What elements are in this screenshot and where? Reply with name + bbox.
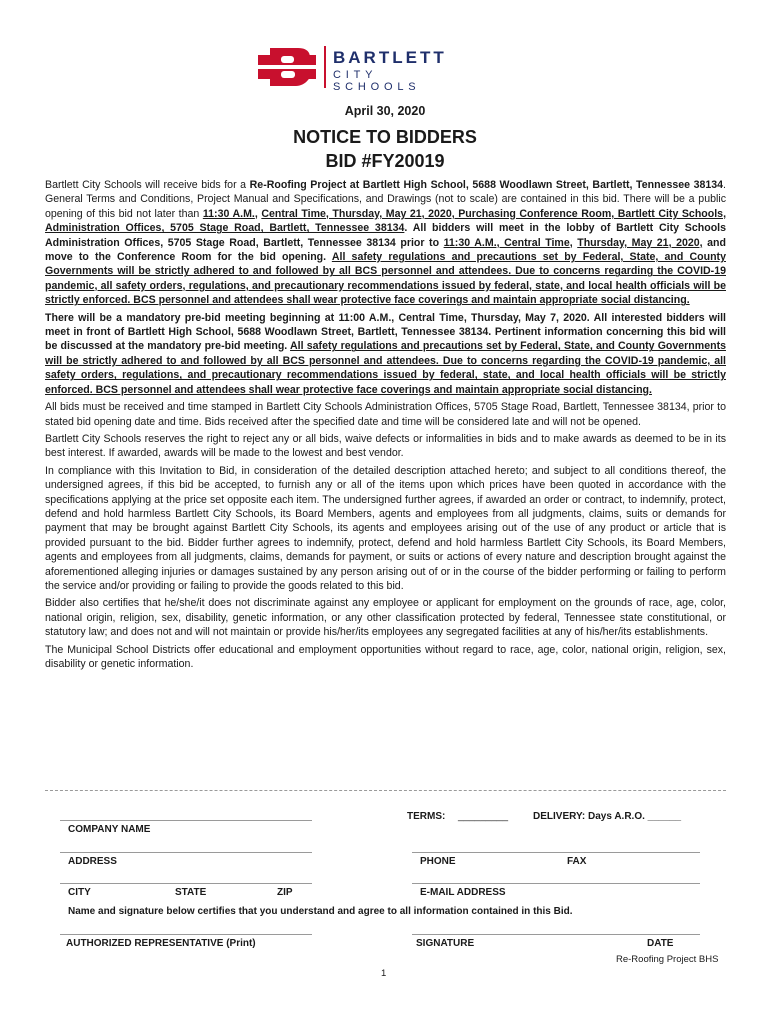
authorized-rep-field[interactable]	[60, 934, 312, 935]
signature-field[interactable]	[412, 934, 700, 935]
bartlett-logo	[258, 46, 470, 93]
company-name-field[interactable]	[60, 820, 312, 821]
text-span: . All bidders will meet in the lobby of Bartlett City Schools Administration Offices, 5705 Stage Road, Bartlett, Tennessee 38134 prior to	[45, 222, 726, 249]
company-name-label: COMPANY NAME	[68, 824, 151, 835]
zip-label: ZIP	[277, 887, 293, 898]
text-span: Bartlett City Schools will receive bids for a	[45, 179, 250, 191]
paragraph-equal-opportunity: The Municipal School Districts offer educational and employment opportunities without regard to race, age, color, national origin, religion, sex, disability or genetic information.	[45, 643, 726, 670]
terms-label: TERMS:	[407, 811, 446, 822]
certification-text: Name and signature below certifies that you understand and agree to all information contained in this Bid.	[68, 906, 573, 917]
meeting-date: Thursday, May 21, 2020,	[577, 236, 703, 249]
paragraph-bid-deadline: All bids must be received and time stamped in Bartlett City Schools Administration Offices, 5705 Stage Road, Bartlett, Tennessee 38134, prior to stated bid opening date and time. Bids received after the specified date and time will be considered late and will not be opened.	[45, 401, 726, 428]
bid-number: BID #FY20019	[325, 151, 445, 171]
section-divider	[45, 790, 726, 791]
safety-notice: All safety regulations and precautions set by Federal, State, and County Governments will be strictly adhered to and followed by all BCS personnel and attendees. Due to concerns regarding the COVID-19 pandemic, all safety orders, regulations, and precautionary recommendations issued by federal, state, and local health officials will be strictly enforced. BCS personnel and attendees shall wear protective face coverings and maintain appropriate social distancing.	[45, 251, 726, 307]
notice-title	[0, 125, 770, 173]
opening-details: Central Time, Thursday, May 21, 2020, Purchasing Conference Room, Bartlett City Schools, Administration Offices, 5705 Stage Road, Bartlett, Tennessee 38134	[45, 207, 727, 235]
text-span: and move to the Conference Room for the bid opening.	[45, 236, 726, 264]
phone-label: PHONE	[420, 856, 456, 867]
phone-fax-field[interactable]	[412, 852, 700, 853]
paragraph-reserve-rights: Bartlett City Schools reserves the right to reject any or all bids, waive defects or informalities in bids and to make awards as deemed to be in its best interest. If awarded, awards will be made to the lowest and best vendor.	[45, 432, 726, 460]
paragraph-indemnify: In compliance with this Invitation to Bid, in consideration of the detailed description attached hereto; and subject to all conditions thereof, the undersigned agrees, if this bid be accepted, to furnish any or all of the items upon which prices have been quoted in accordance with the specifications applying at the price set opposite each item. The undersigned further agrees, if awarded an order or contract, to indemnify, protect, defend and hold harmless Bartlett City Schools, its Board Members, agents and employees from all judgments, claims, suits or demands for payment that may be brought against Bartlett City Schools, its agents and employees arising out of the use of any product or article that is provided pursuant to the bid. Bidder further agrees to indemnify, protect, defend and hold harmless Bartlett City Schools, its Board Members, agents and employees from all judgments, claims, demands for payment, or suits or actions of every nature and description brought against the aforementioned alleging injuries or damages sustained by any person arising out of or in the course of the bidder performing or failing to perform the service and/or providing or failing to provide the goods related to this bid.	[45, 464, 726, 592]
city-label: CITY	[68, 887, 91, 898]
meeting-time: 11:30 A.M., Central Time	[443, 236, 570, 249]
safety-notice: All safety regulations and precautions set by Federal, State, and County Governments will be strictly adhered to and followed by all BCS personnel and attendees. Due to concerns regarding the COVID-19 pandemic, all safety orders, regulations, and precautionary recommendations issued by federal, state, and local health officials will be strictly enforced. BCS personnel and attendees shall wear protective face coverings and maintain appropriate social distancing.	[45, 340, 726, 396]
fax-label: FAX	[567, 856, 587, 867]
city-state-zip-field[interactable]	[60, 883, 312, 884]
email-field[interactable]	[412, 883, 700, 884]
opening-time: 11:30 A.M.	[202, 207, 255, 220]
paragraph-prebid-meeting	[45, 311, 726, 397]
notice-date: April 30, 2020	[344, 104, 426, 118]
paragraph-nondiscrimination: Bidder also certifies that he/she/it does not discriminate against any employee or applicant for employment on the grounds of race, age, color, national origin, religion, sex, disability, genetic information, or any other classification protected by federal, Tennessee state constitutional, or statutory law; and does not and will not maintain or provide his/her/its employees any segregated facilities at any of his/her/its establishments.	[45, 597, 726, 639]
page-number: 1	[381, 968, 387, 979]
prebid-text: There will be a mandatory pre-bid meeting beginning at 11:00 A.M., Central Time, Thursday, May 7, 2020. All interested bidders will meet in front of Bartlett High School, 5688 Woodlawn Street, Bartlett, Tennessee 38134. Pertinent information concerning this bid will be discussed at the mandatory pre-bid meeting.	[45, 311, 726, 353]
logo-name: BARTLETT	[333, 48, 447, 67]
logo-divider	[324, 46, 326, 88]
footer-project: Re-Roofing Project BHS	[616, 954, 719, 965]
date-label: DATE	[647, 938, 674, 949]
text-span: ,	[569, 236, 578, 249]
logo-subtitle: CITY SCHOOLS	[333, 69, 421, 93]
text-span: ,	[254, 207, 262, 220]
terms-field[interactable]: _________	[458, 811, 509, 822]
text-span: . General Terms and Conditions, Project Manual and Specifications, and Drawings (not to scale) are contained in this bid. There will be a public opening of this bid not later than	[45, 179, 726, 220]
email-label: E-MAIL ADDRESS	[420, 887, 506, 898]
state-label: STATE	[175, 887, 207, 898]
page-title: NOTICE TO BIDDERS	[293, 127, 477, 147]
signature-label: SIGNATURE	[416, 938, 475, 949]
authorized-rep-label: AUTHORIZED REPRESENTATIVE (Print)	[66, 938, 256, 949]
bartlett-b-logo-icon	[258, 46, 316, 88]
address-label: ADDRESS	[68, 856, 117, 867]
project-location: Re-Roofing Project at Bartlett High School, 5688 Woodlawn Street, Bartlett, Tennessee 38134	[249, 179, 724, 191]
paragraph-bid-opening	[45, 178, 726, 308]
delivery-field[interactable]: DELIVERY: Days A.R.O. ______	[533, 811, 682, 822]
address-field[interactable]	[60, 852, 312, 853]
notice-body	[45, 178, 726, 674]
